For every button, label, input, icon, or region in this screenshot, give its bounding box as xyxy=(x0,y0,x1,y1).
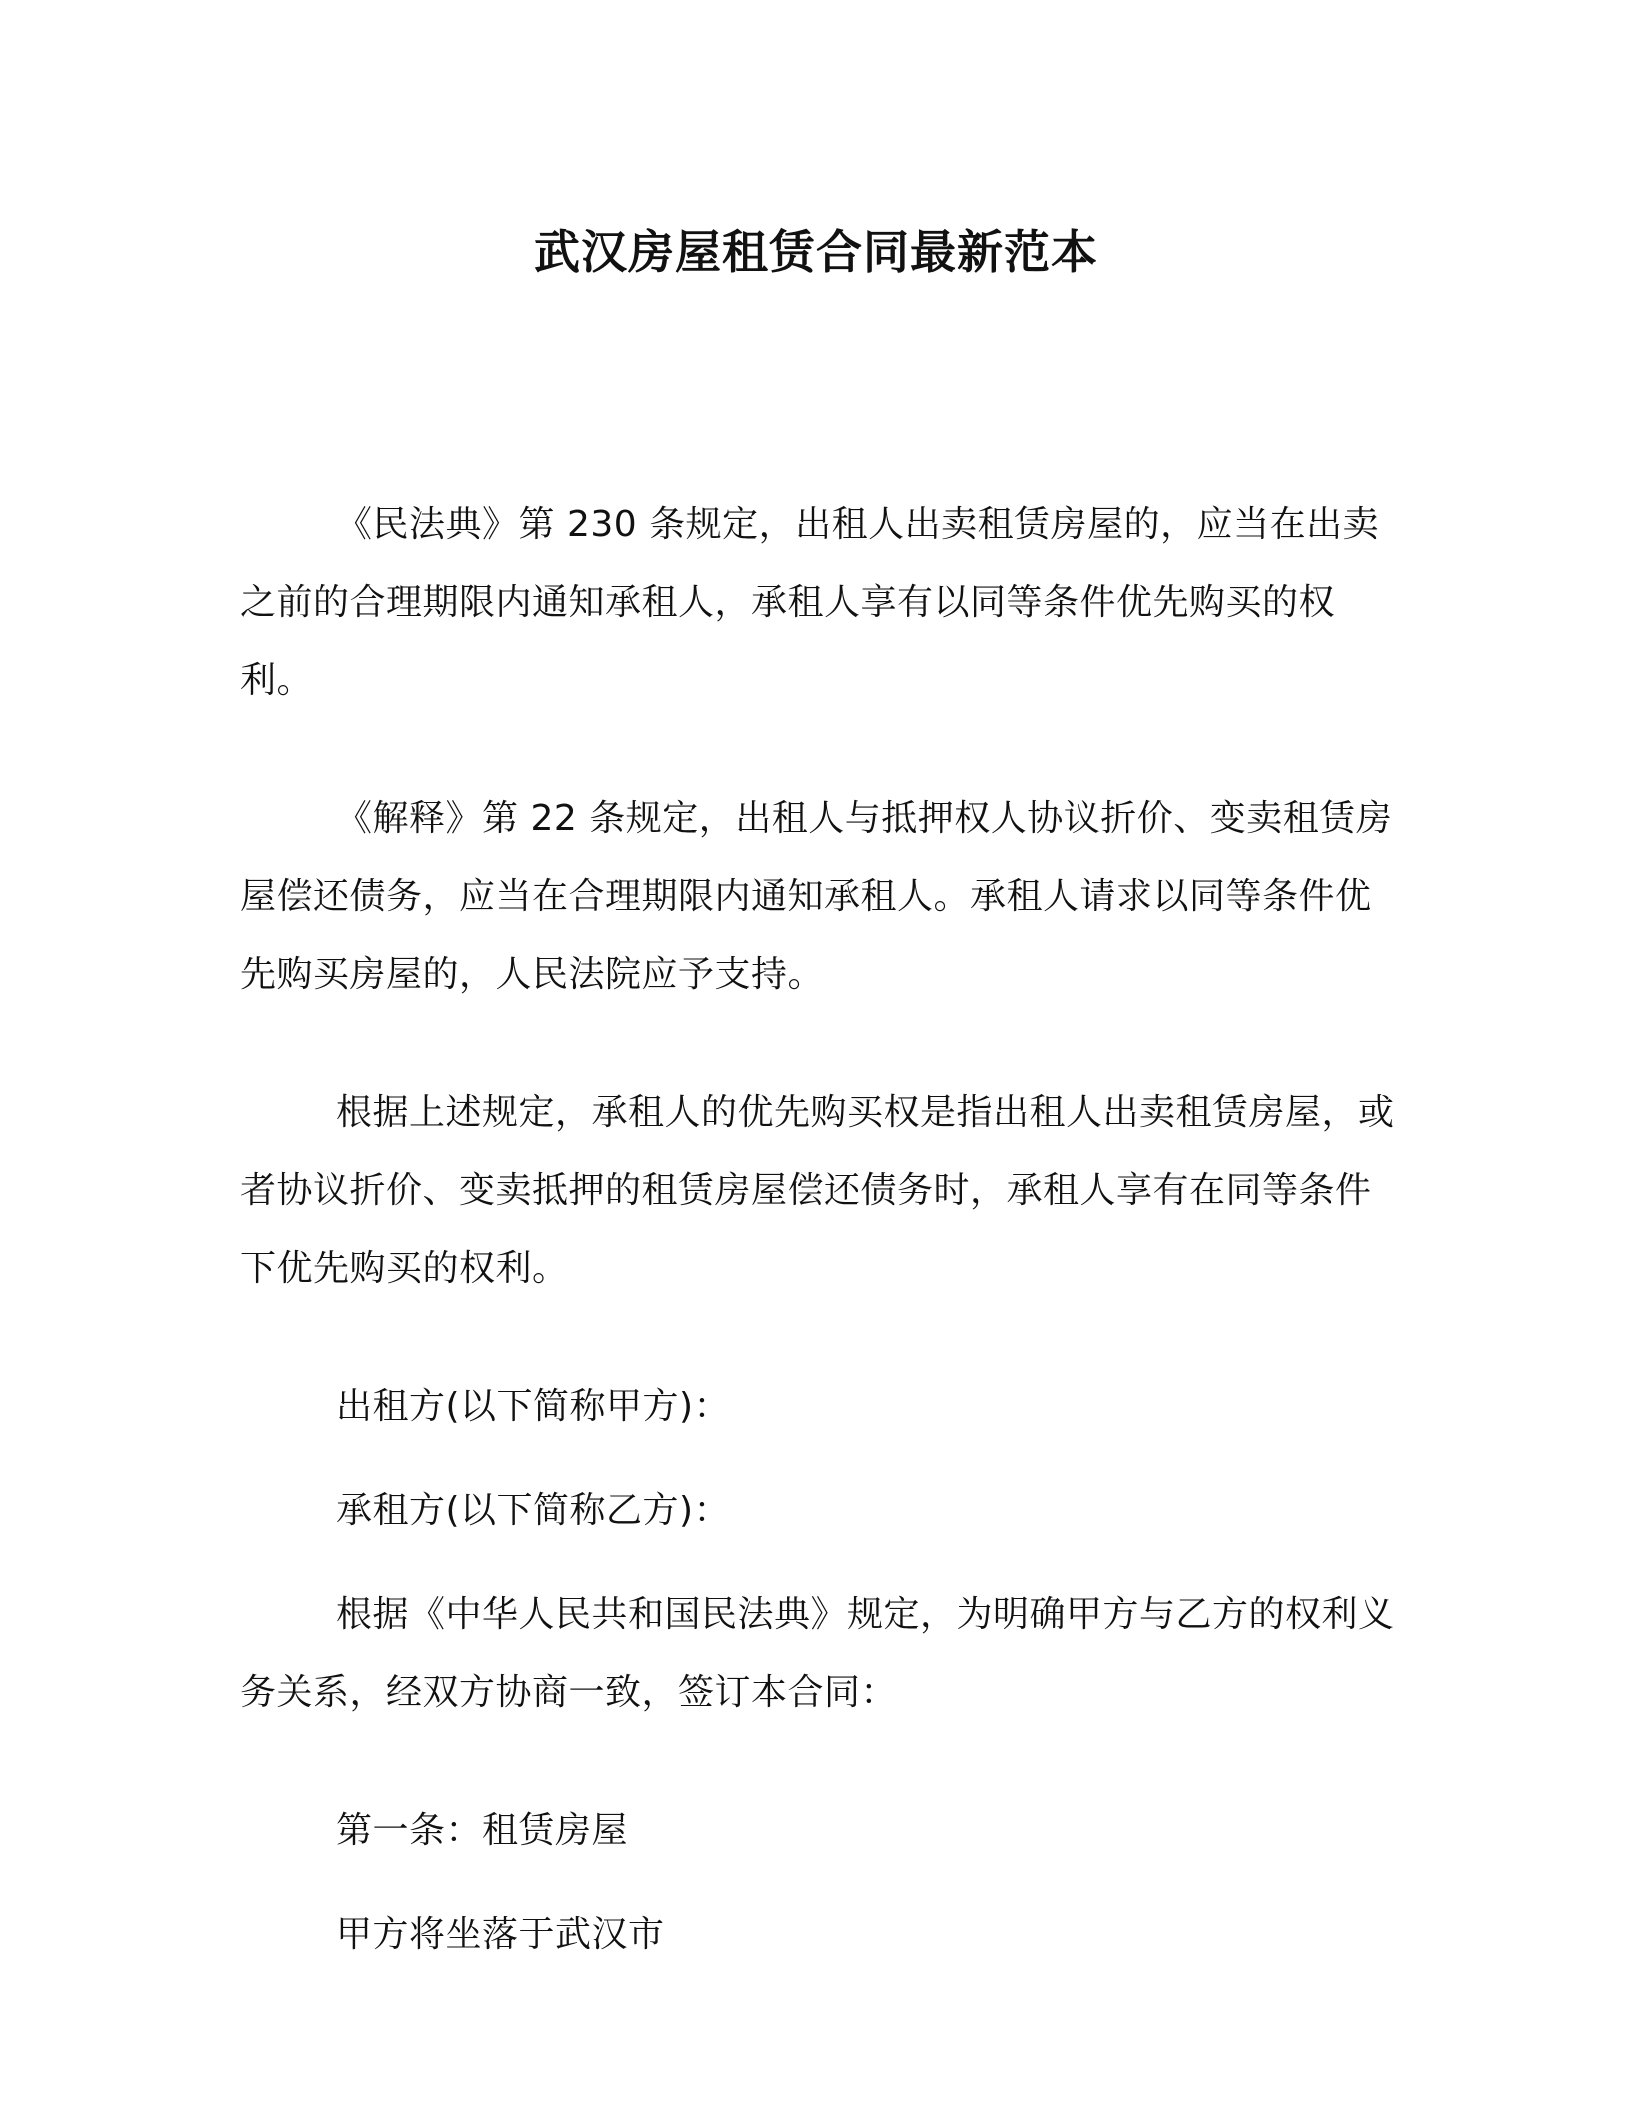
paragraph-interpretation-22: 《解释》第 22 条规定，出租人与抵押权人协议折价、变卖租赁房屋偿还债务，应当在合理期限内通知承租人。承租人请求以同等条件优先购买房屋的，人民法院应予支持。 xyxy=(240,798,1393,995)
paragraph-preemption-right: 根据上述规定，承租人的优先购买权是指出租人出卖租赁房屋，或者协议折价、变卖抵押的租赁房屋偿还债务时，承租人享有在同等条件下优先购买的权利。 xyxy=(240,1092,1395,1289)
paragraph-contract-basis: 根据《中华人民共和国民法典》规定，为明确甲方与乙方的权利义务关系，经双方协商一致，签订本合同： xyxy=(240,1594,1395,1713)
paragraph-civil-code-230: 《民法典》第 230 条规定，出租人出卖租赁房屋的，应当在出卖之前的合理期限内通知承租人，承租人享有以同等条件优先购买的权利。 xyxy=(240,504,1380,701)
article-one-heading: 第一条：租赁房屋 xyxy=(336,1810,629,1851)
document-title: 武汉房屋租赁合同最新范本 xyxy=(534,225,1098,279)
property-location-line: 甲方将坐落于武汉市 xyxy=(336,1914,665,1955)
document-body xyxy=(240,486,1402,2000)
lessee-line: 承租方(以下简称乙方)： xyxy=(336,1490,731,1531)
lessor-line: 出租方(以下简称甲方)： xyxy=(336,1386,731,1427)
